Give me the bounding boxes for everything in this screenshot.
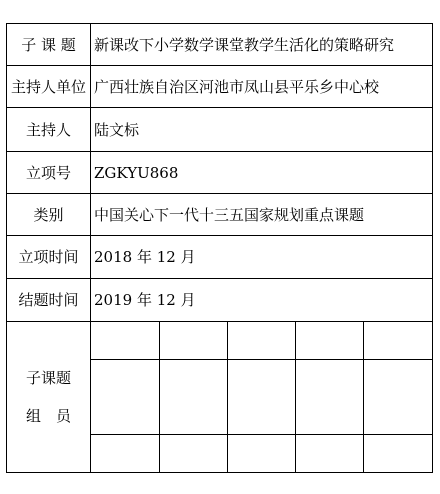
member-cell: [159, 435, 227, 473]
completion-date-value: 2019 年 12 月: [91, 279, 433, 322]
member-cell: [296, 435, 364, 473]
project-number-value: ZGKYU868: [91, 152, 433, 194]
member-cell: [159, 360, 227, 435]
members-label: [7, 322, 91, 473]
project-number-label: 立项号: [7, 152, 91, 194]
member-cell: [227, 435, 295, 473]
host-unit-value: 广西壮族自治区河池市凤山县平乐乡中心校: [91, 66, 433, 108]
subproject-label: 子 课 题: [7, 24, 91, 66]
row-project-number: [7, 152, 433, 194]
row-category: [7, 194, 433, 236]
member-cell: [91, 435, 159, 473]
member-cell: [91, 322, 159, 360]
member-cell: [227, 360, 295, 435]
member-cell: [364, 322, 432, 360]
member-cell: [364, 435, 432, 473]
members-grid-row: [91, 322, 432, 360]
row-completion-date: [7, 279, 433, 322]
completion-date-label: 结题时间: [7, 279, 91, 322]
row-host-unit: [7, 66, 433, 108]
member-cell: [91, 360, 159, 435]
member-cell: [227, 322, 295, 360]
members-label-line1: 子课题: [25, 369, 71, 387]
row-members: [7, 322, 433, 473]
members-grid: [91, 322, 432, 472]
member-cell: [296, 322, 364, 360]
project-info-table: [6, 23, 433, 473]
category-value: 中国关心下一代十三五国家规划重点课题: [91, 194, 433, 236]
subproject-value: 新课改下小学数学课堂教学生活化的策略研究: [91, 24, 433, 66]
approval-date-value: 2018 年 12 月: [91, 236, 433, 279]
approval-date-label: 立项时间: [7, 236, 91, 279]
member-cell: [296, 360, 364, 435]
member-cell: [159, 322, 227, 360]
host-value: 陆文标: [91, 108, 433, 152]
row-subproject: [7, 24, 433, 66]
member-cell: [364, 360, 432, 435]
host-unit-label: 主持人单位: [7, 66, 91, 108]
row-approval-date: [7, 236, 433, 279]
members-grid-row: [91, 360, 432, 435]
row-host: [7, 108, 433, 152]
category-label: 类别: [7, 194, 91, 236]
members-grid-cell: [91, 322, 433, 473]
members-grid-row: [91, 435, 432, 473]
members-label-line2: 组 员: [25, 407, 71, 425]
host-label: 主持人: [7, 108, 91, 152]
